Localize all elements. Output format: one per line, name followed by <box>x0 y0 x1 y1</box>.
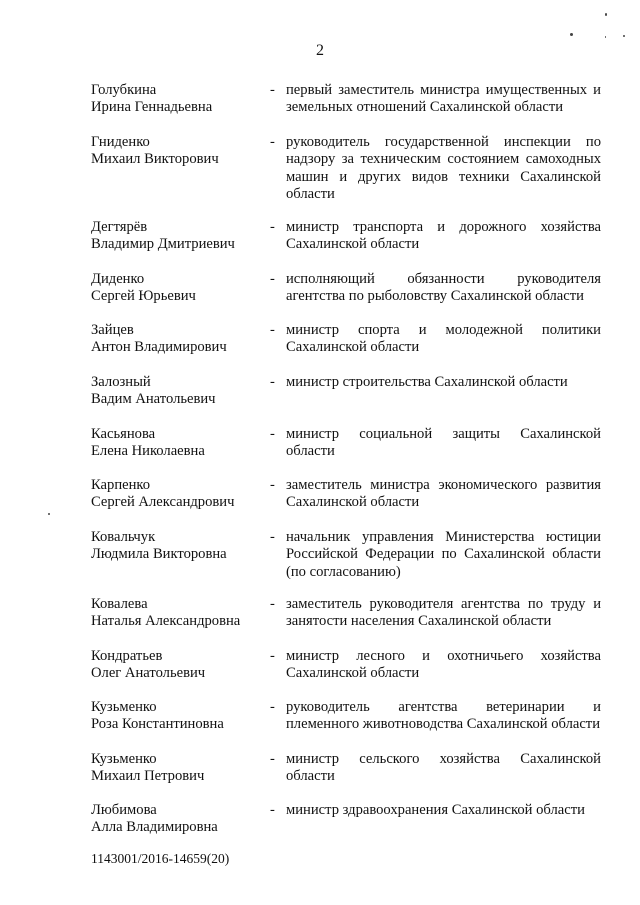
surname: Касьянова <box>91 426 156 442</box>
dash-separator: - <box>270 374 275 390</box>
surname: Дегтярёв <box>91 219 148 235</box>
scan-speck <box>570 33 573 36</box>
given-names: Михаил Петрович <box>91 768 205 785</box>
given-names: Михаил Викторович <box>91 151 219 168</box>
position-title: министр транспорта и дорожного хозяйства Сахалинской области <box>286 219 601 253</box>
position-title: министр строительства Сахалинской области <box>286 374 568 390</box>
surname: Кузьменко <box>91 699 157 715</box>
position-title: исполняющий обязанности руководителя агентства по рыболовству Сахалинской области <box>286 271 601 305</box>
surname: Голубкина <box>91 82 157 98</box>
position-title: начальник управления Министерства юстиции Российской Федерации по Сахалинской области (по согласованию) <box>286 529 601 580</box>
person-name <box>91 648 261 683</box>
given-names: Владимир Дмитриевич <box>91 236 235 253</box>
person-name <box>91 374 261 409</box>
position-title: заместитель руководителя агентства по труду и занятости населения Сахалинской области <box>286 596 601 630</box>
position-title: министр спорта и молодежной политики Сахалинской области <box>286 322 601 356</box>
position-title: министр сельского хозяйства Сахалинской области <box>286 751 601 785</box>
given-names: Олег Анатольевич <box>91 665 206 682</box>
surname: Залозный <box>91 374 151 390</box>
dash-separator: - <box>270 529 275 545</box>
dash-separator: - <box>270 426 275 442</box>
page-number: 2 <box>316 42 324 59</box>
surname: Гниденко <box>91 134 150 150</box>
person-name <box>91 322 261 357</box>
given-names: Алла Владимировна <box>91 819 218 836</box>
given-names: Сергей Александрович <box>91 494 235 511</box>
person-name <box>91 529 261 564</box>
person-name <box>91 426 261 461</box>
surname: Диденко <box>91 271 145 287</box>
surname: Кондратьев <box>91 648 163 664</box>
given-names: Елена Николаевна <box>91 443 205 460</box>
surname: Ковалева <box>91 596 148 612</box>
person-name <box>91 802 261 837</box>
position-title: министр лесного и охотничьего хозяйства Сахалинской области <box>286 648 601 682</box>
surname: Кузьменко <box>91 751 157 767</box>
scan-speck <box>605 36 606 38</box>
person-name <box>91 219 261 254</box>
dash-separator: - <box>270 271 275 287</box>
dash-separator: - <box>270 802 275 818</box>
position-title: руководитель государственной инспекции по надзору за техническим состоянием самоходных машин и других видов техники Сахалинской области <box>286 134 601 202</box>
person-name <box>91 134 261 169</box>
given-names: Вадим Анатольевич <box>91 391 216 408</box>
given-names: Роза Константиновна <box>91 716 224 733</box>
person-name <box>91 477 261 512</box>
surname: Любимова <box>91 802 157 818</box>
given-names: Ирина Геннадьевна <box>91 99 213 116</box>
surname: Зайцев <box>91 322 134 338</box>
given-names: Антон Владимирович <box>91 339 227 356</box>
position-title: заместитель министра экономического развития Сахалинской области <box>286 477 601 511</box>
position-title: руководитель агентства ветеринарии и племенного животноводства Сахалинской области <box>286 699 601 733</box>
given-names: Людмила Викторовна <box>91 546 227 563</box>
position-title: министр здравоохранения Сахалинской области <box>286 802 585 818</box>
person-name <box>91 699 261 734</box>
dash-separator: - <box>270 82 275 98</box>
person-name <box>91 751 261 786</box>
dash-separator: - <box>270 648 275 664</box>
scan-speck <box>605 13 607 16</box>
dash-separator: - <box>270 596 275 612</box>
scan-speck <box>48 513 50 515</box>
person-name <box>91 596 261 631</box>
position-title: первый заместитель министра имущественных и земельных отношений Сахалинской области <box>286 82 601 116</box>
dash-separator: - <box>270 322 275 338</box>
position-title: министр социальной защиты Сахалинской области <box>286 426 601 460</box>
person-name <box>91 82 261 117</box>
document-reference: 1143001/2016-14659(20) <box>91 851 230 866</box>
scan-speck <box>623 35 625 37</box>
person-name <box>91 271 261 306</box>
given-names: Сергей Юрьевич <box>91 288 196 305</box>
surname: Ковальчук <box>91 529 156 545</box>
dash-separator: - <box>270 699 275 715</box>
dash-separator: - <box>270 477 275 493</box>
dash-separator: - <box>270 751 275 767</box>
dash-separator: - <box>270 219 275 235</box>
given-names: Наталья Александровна <box>91 613 241 630</box>
dash-separator: - <box>270 134 275 150</box>
surname: Карпенко <box>91 477 151 493</box>
